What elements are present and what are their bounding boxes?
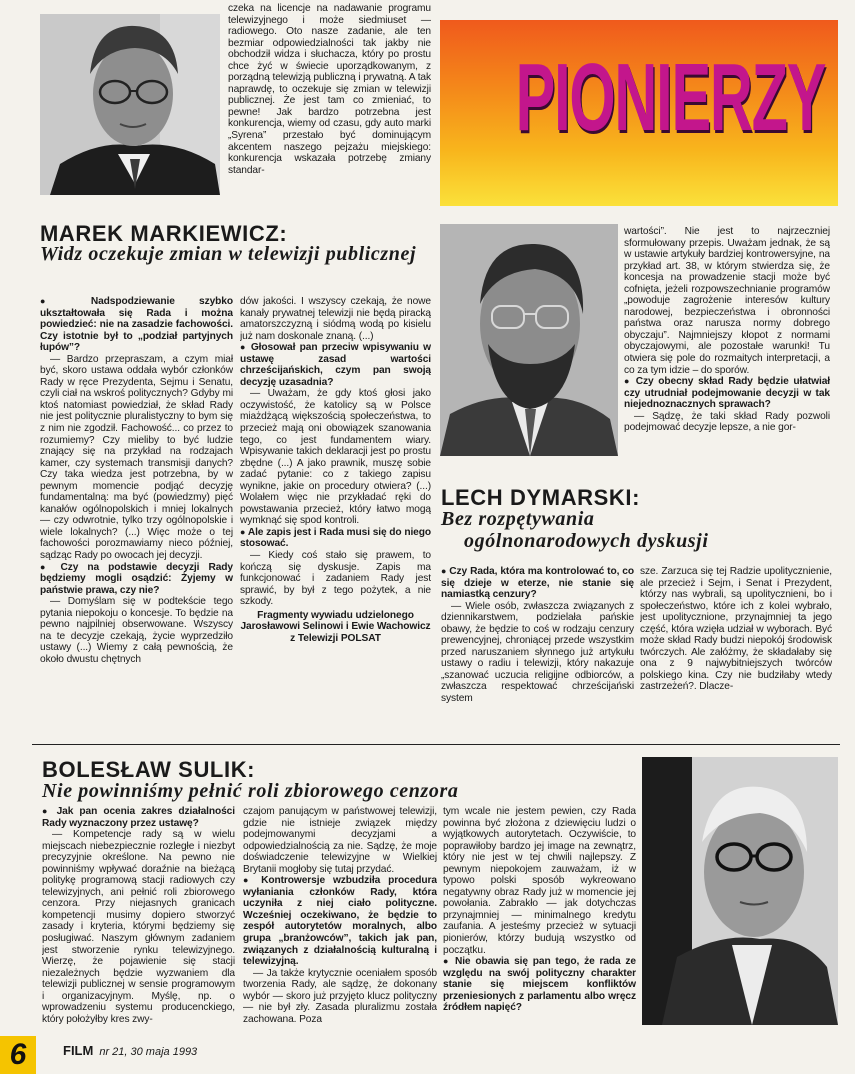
section-divider — [32, 744, 840, 745]
answer: tym wcale nie jestem pewien, czy Rada powinna być złożona z dziewięciu ludzi o wyjątkowych autorytetach. Oczywiście, to poprawiłoby bardzo jej image na zewnątrz, który nie jest w tej chwili najlepszy. Z pewnym niepokojem zauważam, iż w typowo polski sposób wykreowano negatywny obraz Rady już w momencie jej powołania. Zabrakło — jak dotychczas przynajmniej — minimalnego kredytu zaufania. A jesteśmy przecież w sytuacji pionierów, którzy budują wszystko od początku. — [443, 806, 636, 956]
answer: — Bardzo przepraszam, a czym miał być, skoro ustawa oddała wybór członków Rady w ręce Prezydenta, Sejmu i Senatu, czyli ciał na wskroś politycznych? Gdyby mi ktoś natomiast powiedział, że skład Rady nie jest politycznie pluralistyczny to bym się z nim nie zgodził. Fachowość... co przez to rozumiemy? Czy mieliby to być ludzie znający się na przykład na rodzajach kamer, czy systemach transmisji danych? Czy taka wiedza jest potrzebna, by w pewnym momencie podjąć decyzję fundamentalną: ma być (powiedzmy) pięć kanałów ogólnopolskich i mniej lokalnych — czy odwrotnie, tylko trzy ogólnopolskie i wiele lokalnych? (...) Więc może o tej fachowości porozmawiamy nieco później, sądząc Rady po owocach jej decyzji. — [40, 353, 233, 562]
markiewicz-top-text: czeka na licencje na nadawanie programu telewizyjnego i może siedmiuset — radiowego. Oto nasze zadanie, ale ten bezmiar odpowiedzialności tak jakby nie obchodził widza i słuchacza, który po prostu chce żyć w świecie uporządkowanym, z porządną telewizją publiczną i prywatną. A tak naprawdę, to oczekuje się zmian w telewizji publicznej. Że jest tam co zmieniać, to pewne! Jak bardzo potrzebna jest konkurencja, wiemy od czasu, gdy auto marki „Syrena” przestało być dominującym akcentem naszego pejzażu miejskiego: konkurencja wskazała potrzebę zmiany standar- — [228, 3, 431, 176]
answer: — Uważam, że gdy ktoś głosi jako oczywistość, że katolicy są w Polsce miażdżącą większością społeczeństwa, to przecież mają oni obowiązek szanowania tego, co jest fundamentem wiary. Wpisywanie takich deklaracji jest po prostu zbędne (...) A jako prawnik, muszę sobie zadać pytanie: co z takiego zapisu wynikne, jakie on procedury otwiera? (...) Wolałem więc nie przykładać ręki do powstawania przecież, który łatwo mogą wymknąć się spod kontroli. — [240, 388, 431, 527]
answer: sze. Zarzuca się tej Radzie upolitycznienie, ale przecież i Sejm, i Senat i Prezydent, którzy nas wybrali, są upolitycznieni, bo i społeczeństwo, które ich z kolei wybrało, jest upolitycznione, przynajmniej ta jego część, która wzięła udział w wyborach. Być może skład Rady budzi niepokój środowisk twórczych. Ale załóżmy, że składałaby się ona z 9 najwybitniejszych twórców polskiego kina. Czy nie budziłaby wtedy zastrzeżeń?. Dlacze- — [640, 566, 832, 693]
answer: czajom panującym w państwowej telewizji, gdzie nie istnieje związek między podejmowanymi decyzjami a odpowiedzialnością za nie. Sądzę, że moje doświadczenie telewizyjne w Wielkiej Brytanii mogłoby się tutaj przydać. — [243, 806, 437, 875]
issue-info: nr 21, 30 maja 1993 — [99, 1046, 198, 1058]
answer: dów jakości. I wszyscy czekają, że nowe kanały prywatnej telewizji nie będą piracką amatorszczyzną i siódmą wodą po kisielu już nam doskonale znaną. (...) — [240, 296, 431, 342]
dymarski-column-top — [624, 226, 830, 472]
markiewicz-column-2 — [240, 296, 431, 736]
portrait-sulik — [642, 757, 838, 1025]
answer: — Ja także krytycznie oceniałem sposób tworzenia Rady, ale sądzę, że dokonany wybór — skoro już przyjęto klucz polityczny — nie był zły. Zasada pluralizmu została zachowana. Poza — [243, 967, 437, 1025]
sulik-subtitle: Nie powinniśmy pełnić roli zbiorowego cenzora — [42, 780, 459, 802]
photo-lech-dymarski — [440, 224, 618, 456]
answer: wartości”. Nie jest to najrzeczniej sformułowany przepis. Uważam jednak, że są w ustawie artykuły bardziej kontrowersyjne, na przykład art. 38, w którym stwierdza się, że koncesja na prowadzenie stacji może być cofnięta, jeżeli rozpowszechnianie programów „powoduje zagrożenie interesów kultury narodowej, bezpieczeństwa i obronności państwa oraz narusza normy dobrego obyczaju”. Najmniejszy kłopot z normami obyczajowymi, ale pozostałe warunki! Tu otwiera się pole do rozmaitych interpretacji, a co za tym idzie – do sporów. — [624, 226, 830, 376]
question: ● Jak pan ocenia zakres działalności Rady wyznaczony przez ustawę? — [42, 806, 235, 829]
sulik-column-1 — [42, 806, 235, 1034]
question: ● Czy obecny skład Rady będzie ułatwiał czy utrudniał podejmowanie decyzji w tak niejednoznacznych sprawach? — [624, 376, 830, 411]
page-number: 6 — [9, 1038, 27, 1071]
magazine-name: FILM — [63, 1043, 94, 1058]
dymarski-name: LECH DYMARSKI: — [441, 485, 641, 510]
question: ● Kontrowersje wzbudziła procedura wyłaniania członków Rady, która uczyniła z niej ciało polityczne. Wcześniej oczekiwano, że będzie to zespół autorytetów moralnych, albo grupa „branżowców”, takich jak pan, związanych z działalnością kulturalną i telewizyjną. — [243, 875, 437, 967]
dymarski-column-1 — [441, 566, 634, 731]
footer-line — [63, 1042, 197, 1060]
interview-credits: Fragmenty wywiadu udzielonego Jarosławowi Selinowi i Ewie Wachowicz z Telewizji POLSAT — [240, 609, 431, 644]
answer: — Domyślam się w podtekście tego pytania niepokoju o koncesje. To będzie na pewno najpilniej obserwowane. Wszyscy na te decyzje czekają, życie wyprzedziło ustawy (...) Wiemy z całą pewnością, że około dwustu chętnych — [40, 596, 233, 665]
photo-marek-markiewicz — [40, 14, 220, 195]
portrait-dymarski — [440, 224, 618, 456]
portrait-markiewicz — [40, 14, 220, 195]
page-number-block — [0, 1036, 36, 1074]
sulik-name: BOLESŁAW SULIK: — [42, 757, 256, 782]
question: ● Czy Rada, która ma kontrolować to, co się dzieje w eterze, nie stanie się namiastką cenzury? — [441, 566, 634, 601]
photo-boleslaw-sulik — [642, 757, 838, 1025]
sulik-column-2 — [243, 806, 437, 1034]
sulik-column-3 — [443, 806, 636, 1034]
question: ● Głosował pan przeciw wpisywaniu w ustawę zasad wartości chrześcijańskich, czym pan swoją decyzję uzasadnia? — [240, 342, 431, 388]
question: ● Ale zapis jest i Rada musi się do niego stosować. — [240, 527, 431, 550]
answer: — Sądzę, że taki skład Rady pozwoli podejmować decyzje lepsze, a nie gor- — [624, 410, 830, 434]
dymarski-subtitle-line-2: ogólnonarodowych dyskusji — [464, 530, 709, 552]
question: ● Czy na podstawie decyzji Rady będziemy mogli osądzić: Żyjemy w państwie prawa, czy nie? — [40, 562, 233, 597]
answer: — Kompetencje rady są w wielu miejscach niebezpiecznie rozległe i niezbyt precyzyjnie określone. Na pewno nie powinniśmy wpływać doraźnie na bieżącą politykę programową stacji radiowych czy telewizyjnych, ani pełnić roli zbiorowego cenzora. Przy niejasnych granicach kompetencji musimy dopiero stworzyć zasady i kryteria, którymi będziemy się posługiwać. Naszym głównym zadaniem jest stworzenie rynku telewizyjnego. Wierzę, że pojawienie się stacji niezależnych będzie wyzwaniem dla telewizji publicznej w sensie programowym i organizacyjnym. Myślę, np. o wprowadzeniu systemu producenckiego, który położyłby kres zwy- — [42, 829, 235, 1025]
markiewicz-subtitle: Widz oczekuje zmian w telewizji publicznej — [40, 243, 417, 265]
dymarski-column-2 — [640, 566, 832, 731]
markiewicz-top-column — [228, 3, 431, 207]
question: ● Nie obawia się pan tego, że rada ze względu na swój polityczny charakter stanie się miejscem konfliktów przeniesionych z parlamentu albo wręcz źródłem napięć? — [443, 956, 636, 1014]
dymarski-subtitle-line-1: Bez rozpętywania — [441, 508, 595, 530]
answer: — Wiele osób, zwłaszcza związanych z dziennikarstwem, podzielała pańskie obawy, że będzie to coś w rodzaju cenzury prewencyjnej, chroniącej przede wszystkim przed naruszaniem słynnego już artykułu ustawy o radiu i telewizji, który nakazuje „szanować uczucia religijne odbiorców, a zwłaszcza respektować chrześcijański system — [441, 600, 634, 705]
question: ● Nadspodziewanie szybko ukształtowała się Rada i można powiedzieć: nie na zasadzie fachowości. Czy istotnie był to „podział partyjnych łupów”? — [40, 296, 233, 354]
page-title: PIONIERZY — [515, 44, 826, 151]
markiewicz-name: MAREK MARKIEWICZ: — [40, 221, 288, 246]
title-banner — [440, 20, 838, 206]
markiewicz-column-1 — [40, 296, 233, 732]
answer: — Kiedy coś stało się prawem, to kończą się dyskusje. Zapis ma funkcjonować i zadaniem Rady jest sprawić, by był z tego pożytek, a nie szkody. — [240, 550, 431, 608]
